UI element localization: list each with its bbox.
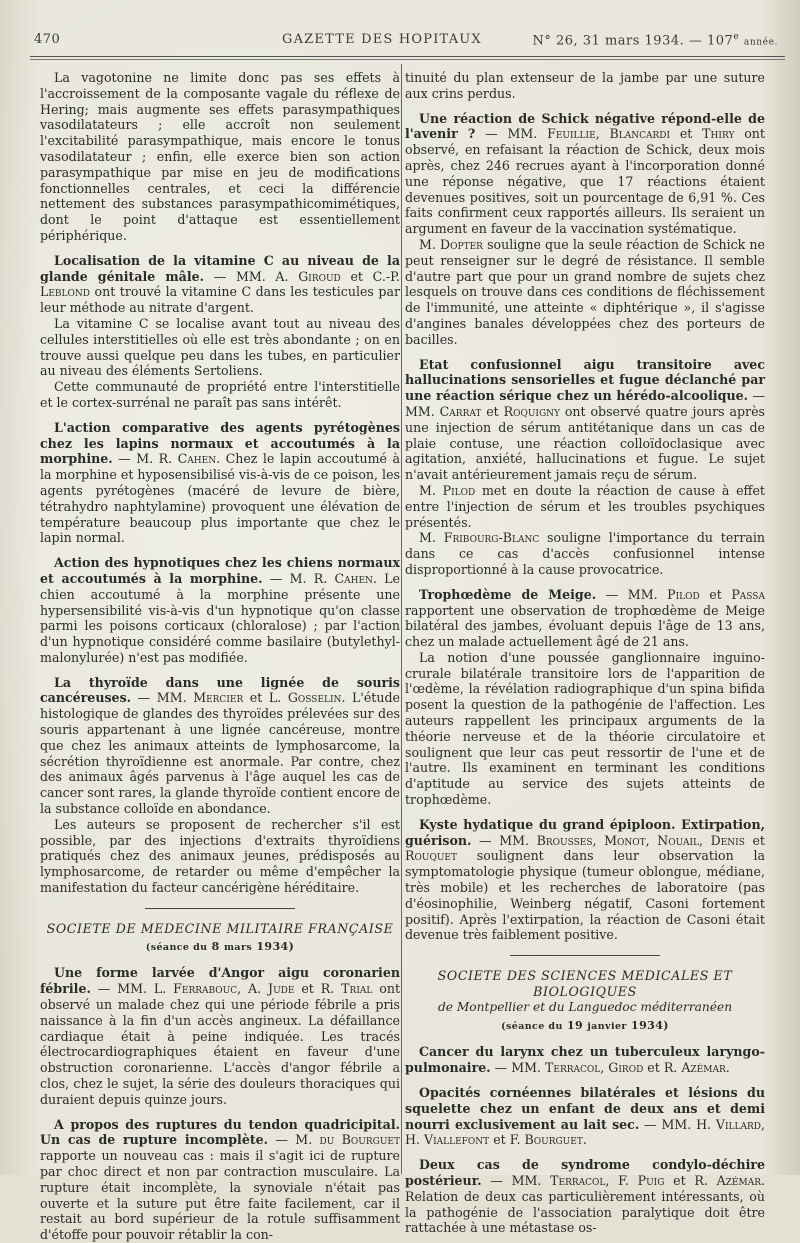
article-title: Deux cas de syndrome condylo-déchire postérieur. xyxy=(405,1157,765,1188)
article-title: Kyste hydatique du grand épiploon. Extirpation, guérison. xyxy=(405,816,765,848)
article-paragraph: Cancer du larynx chez un tuberculeux laryngo-pulmonaire. — MM. Terracol, Girod et R. Azémar. xyxy=(405,1044,765,1076)
article-paragraph: La vitamine C se localise avant tout au niveau des cellules interstitielles où elle est très abondante ; on en trouve aussi quelque peu dans les tubes, en particulier au niveau des éléments Sertoliens. xyxy=(40,315,400,379)
left-column xyxy=(40,70,400,1243)
article-vitamine-c xyxy=(40,253,400,411)
article-paragraph: Deux cas de syndrome condylo-déchire postérieur. — MM. Terracol, F. Puig et R. Azémar. Relation de deux cas particulièrement intéressants, où la pathogénie de l'association paralytique doit être rattachée à une métastase os- xyxy=(405,1157,765,1236)
article-opacites xyxy=(405,1085,765,1148)
article-paragraph: La notion d'une poussée ganglionnaire inguino-crurale bilatérale transitoire lors de l'apparition de l'œdème, la révélation radiographique d'un spina bifida posent la question de la pathogénie de l'affection. Les auteurs rappellent les principaux arguments de la théorie nerveuse et de la théorie circulatoire et soulignent que leur cas peut ressortir de l'une et de l'autre. Ils examinent en terminant les conditions d'aptitude au service des sujets atteints de trophœdème. xyxy=(405,649,765,808)
author: Roquigny xyxy=(503,403,560,419)
author: Trial xyxy=(341,981,373,997)
article-kyste xyxy=(405,817,765,943)
author: Pilod xyxy=(667,586,700,602)
author: Blancardi xyxy=(609,126,671,142)
author: Carrat xyxy=(439,403,482,419)
author: Dopter xyxy=(440,236,483,252)
author: du Bourguet xyxy=(319,1132,400,1148)
author: Azémar xyxy=(681,1060,726,1076)
article-title: Action des hypnotiques chez les chiens normaux et accoutumés à la morphine. xyxy=(40,555,400,586)
session-date: (séance du 8 mars 1934) xyxy=(145,939,295,953)
article-title: L'action comparative des agents pyrétogènes chez les lapins normaux et accoutumés à la morphine. xyxy=(40,419,400,467)
author: Feuillie xyxy=(547,126,596,142)
column-divider xyxy=(401,64,402,1174)
author: Jude xyxy=(268,981,295,997)
page-number: 470 xyxy=(34,32,61,47)
article-paragraph: Etat confusionnel aigu transitoire avec hallucinations sensorielles et fugue déclanché par une réaction sérique chez un hérédo-alcoolique. — MM. Carrat et Roquigny ont observé quatre jours après une injection de sérum antitétanique dans un cas de plaie contuse, une réaction colloïdoclasique avec agitation, anxiété, hallucinations et fugue. Le sujet n'avait antérieurement jamais reçu de sérum. xyxy=(405,356,765,483)
article-schick xyxy=(405,111,765,348)
author: Terracol xyxy=(550,1173,606,1188)
author: Puig xyxy=(637,1173,665,1188)
society-title: SOCIETE DES SCIENCES MEDICALES ET BIOLOGIQUES xyxy=(437,968,733,1000)
author: Viallefont xyxy=(424,1132,490,1148)
article-paragraph: L'action comparative des agents pyrétogènes chez les lapins normaux et accoutumés à la morphine. — M. R. Cahen. Chez le lapin accoutumé à la morphine et hyposensibilisé vis-à-vis de ce poison, les agents pyrétogènes (macéré de levure de bière, tétrahydro naphtylamine) provoquent une élévation de température beaucoup plus importante que chez le lapin normal. xyxy=(40,419,400,546)
journal-title: GAZETTE DES HOPITAUX xyxy=(282,32,482,47)
article-confusionnel xyxy=(405,357,765,578)
article-paragraph: M. Fribourg-Blanc souligne l'importance du terrain dans ce cas d'accès confusionnel intense disproportionné à la cause provocatrice. xyxy=(405,530,765,577)
article-paragraph: Trophœdème de Meige. — MM. Pilod et Passa rapportent une observation de trophœdème de Meige bilatéral des jambes, évoluant depuis l'âge de 13 ans, chez un malade actuellement âgé de 21 ans. xyxy=(405,586,765,650)
author: Ferrabouc xyxy=(173,981,238,997)
article-trophoedeme xyxy=(405,587,765,808)
author: Terracol xyxy=(545,1060,601,1076)
article-paragraph: Action des hypnotiques chez les chiens normaux et accoutumés à la morphine. — M. R. Cahen. Le chien accoutumé à la morphine présente une hypersensibilité vis-à-vis d'un hypnotique qu'on classe parmi les poisons corticaux (chloralose) ; par l'action d'un hypnotique considéré comme basilaire (butylethyl-malonylurée) n'est pas modifiée. xyxy=(40,555,400,665)
article-title: Cancer du larynx chez un tuberculeux laryngo-pulmonaire. xyxy=(405,1044,765,1076)
article-title: A propos des ruptures du tendon quadricipital. Un cas de rupture incomplète. xyxy=(40,1116,400,1148)
author: Cahen xyxy=(177,451,217,467)
author: Nouail xyxy=(657,832,700,848)
article-hypnotiques xyxy=(40,555,400,666)
article-title: Une réaction de Schick négative répond-elle de l'avenir ? xyxy=(405,110,765,142)
section-separator xyxy=(145,908,295,909)
article-condylo xyxy=(405,1157,765,1236)
author: Fribourg-Blanc xyxy=(443,530,540,546)
author: Rouquet xyxy=(405,848,457,864)
right-column xyxy=(405,70,765,1236)
article-title: Localisation de la vitamine C au niveau de la glande génitale mâle. xyxy=(40,252,400,284)
author: Villard xyxy=(715,1116,761,1132)
author: Thiry xyxy=(702,126,735,142)
article-angor xyxy=(40,965,400,1107)
article-paragraph: Une réaction de Schick négative répond-elle de l'avenir ? — MM. Feuillie, Blancardi et Thiry ont observé, en refaisant la réaction de Schick, deux mois après, chez 246 recrues ayant à l'incorporation donné une réponse négative, que 17 réactions étaient devenues positives, soit un pourcentage de 6,91 %. Ces faits confirment ceux rapportés ailleurs. Ils seraient un argument en faveur de la vaccination systématique. xyxy=(405,110,765,237)
article-title: Etat confusionnel aigu transitoire avec hallucinations sensorielles et fugue déclanché par une réaction sérique chez un hérédo-alcoolique. xyxy=(405,356,765,404)
author: Denis xyxy=(710,832,745,848)
article-paragraph: A propos des ruptures du tendon quadricipital. Un cas de rupture incomplète. — M. du Bourguet rapporte un nouveau cas : mais il s'agit ici de rupture par choc direct et non par contraction musculaire. La rupture était incomplète, la synoviale n'était pas ouverte et la suture put être faite facilement, car il restait au bord supérieur de la rotule suffisamment d'étoffe pour pouvoir rétablir la con- xyxy=(40,1116,400,1243)
session-date: (séance du 19 janvier 1934) xyxy=(501,1018,669,1032)
article-paragraph: La thyroïde dans une lignée de souris cancéreuses. — MM. Mercier et L. Gosselin. L'étude histologique de glandes des thyroïdes prélevées sur des souris appartenant à une lignée cancéreuse, montre que chez les animaux atteints de lymphosarcome, la sécrétion thyroïdienne est anormale. Par contre, chez des animaux âgés parvenus à l'âge auquel les cas de cancer sont rares, la glande thyroïde contient encore de la substance colloïde en abondance. xyxy=(40,674,400,817)
article-paragraph: Opacités cornéennes bilatérales et lésions du squelette chez un enfant de deux ans et demi nourri exclusivement au lait sec. — MM. H. Villard, H. Viallefont et F. Bourguet. xyxy=(405,1085,766,1148)
author: Cahen xyxy=(334,570,373,586)
article-pyretogenes xyxy=(40,420,400,546)
article-larynx xyxy=(405,1044,765,1076)
article-paragraph: Kyste hydatique du grand épiploon. Extirpation, guérison. — MM. Brousses, Monot, Nouail, Denis et Rouquet soulignent dans leur observation la symptomatologie physique (tumeur oblongue, médiane, très mobile) et les recherches de laboratoire (pas d'éosinophilie, Weinberg négatif, Casoni fortement positif). Après l'extirpation, la réaction de Casoni était devenue très faiblement positive. xyxy=(405,816,765,943)
society-subtitle: de Montpellier et du Languedoc méditerranéen xyxy=(437,999,733,1014)
article-paragraph: tinuité du plan extenseur de la jambe par une suture aux crins perdus. xyxy=(405,70,765,101)
article-thyroide xyxy=(40,675,400,896)
society-title: SOCIETE DE MEDECINE MILITAIRE FRANÇAISE xyxy=(46,920,394,936)
author: Girod xyxy=(608,1060,644,1076)
article-tendon xyxy=(40,1117,400,1243)
article-title: Trophœdème de Meige. xyxy=(419,586,597,602)
article-paragraph: La vagotonine ne limite donc pas ses effets à l'accroissement de la composante vagale du réflexe de Hering; mais augmente ses effets parasympathiques vasodilatateurs ; elle accroît non seulement l'excitabilité parasympathique, mais encore le tonus vasodilatateur ; enfin, elle exerce bien son action parasympathique par mise en jeu de modifications fonctionnelles centrales, et ceci la différencie nettement des substances parasympathicomimétiques, dont le point d'attaque est essentiellement périphérique. xyxy=(40,70,400,243)
author: Bourguet xyxy=(524,1132,583,1148)
article-paragraph: Cette communauté de propriété entre l'interstitielle et le cortex-surrénal ne paraît pas sans intérêt. xyxy=(40,379,400,410)
author: Brousses xyxy=(536,832,593,848)
article-title: Opacités cornéennes bilatérales et lésions du squelette chez un enfant de deux ans et demi nourri exclusivement au lait sec. xyxy=(405,1085,765,1132)
author: Pilod xyxy=(442,482,476,498)
header-rule xyxy=(30,56,785,60)
section-separator xyxy=(510,955,660,956)
article-paragraph: Les auteurs se proposent de rechercher s'il est possible, par des injections d'extraits thyroïdiens pratiqués chez des animaux jeunes, prédisposés au lymphosarcome, de retarder ou même d'empêcher la manifestation du facteur cancérigène héréditaire. xyxy=(40,816,400,896)
author: Azémar xyxy=(716,1173,761,1188)
author: Passa xyxy=(731,586,765,602)
article-title: Une forme larvée d'Angor aigu coronarien fébrile. xyxy=(40,965,400,997)
author: Mercier xyxy=(193,690,244,706)
author: Gosselin xyxy=(287,690,342,706)
author: Leblond xyxy=(40,284,90,300)
author: Monot xyxy=(604,832,646,848)
running-header xyxy=(34,32,778,50)
issue-info: N° 26, 31 mars 1934. — 107e année. xyxy=(532,32,778,49)
article-title: La thyroïde dans une lignée de souris cancéreuses. xyxy=(40,674,400,706)
article-paragraph: Une forme larvée d'Angor aigu coronarien fébrile. — MM. L. Ferrabouc, A. Jude et R. Trial ont observé un malade chez qui une période fébrile a pris naissance à la fin d'un accès angineux. La défaillance cardiaque était à peine indiquée. Les tracés électrocardiographiques étaient en faveur d'une obstruction coronarienne. L'accès d'angor fébrile a clos, chez le sujet, la série des douleurs thoraciques qui duraient depuis quinze jours. xyxy=(40,965,401,1107)
article-paragraph: M. Pilod met en doute la réaction de cause à effet entre l'injection de sérum et les troubles psychiques présentés. xyxy=(405,482,765,530)
author: Giroud xyxy=(298,268,341,284)
article-paragraph: Localisation de la vitamine C au niveau de la glande génitale mâle. — MM. A. Giroud et C.-P. Leblond ont trouvé la vitamine C dans les testicules par leur méthode au nitrate d'argent. xyxy=(40,252,401,316)
article-paragraph: M. Dopter souligne que la seule réaction de Schick ne peut renseigner sur le degré de résistance. Il semble d'autre part que pour un grand nombre de sujets chez lesquels on trouve dans ces conditions de fléchissement de l'immunité, une atteinte « diphtérique », il s'agisse d'angines banales développées chez des porteurs de bacilles. xyxy=(405,236,765,347)
